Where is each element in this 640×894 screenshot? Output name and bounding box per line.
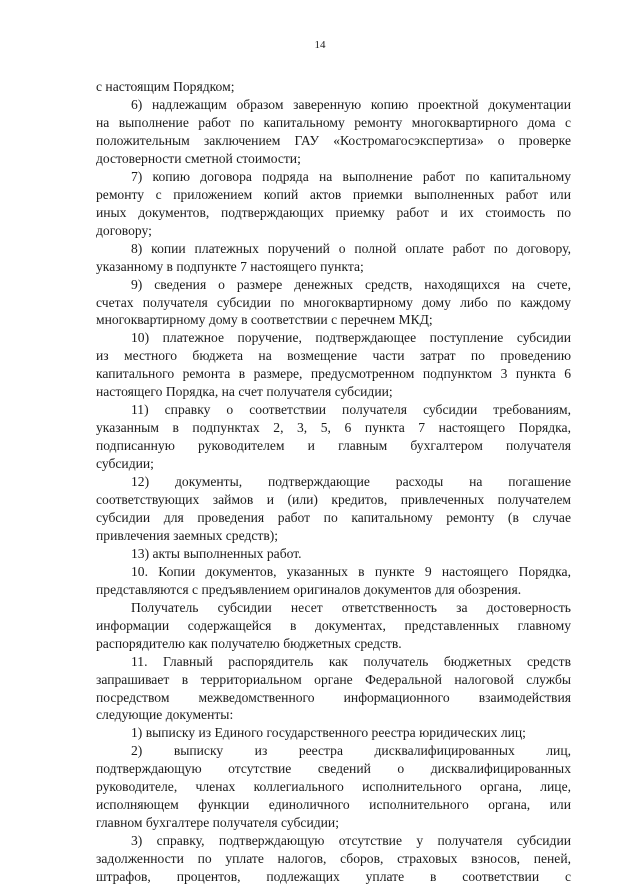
text-line: подписанную руководителем и главным бухгалтером получателя xyxy=(96,438,571,454)
text-line: Получатель субсидии несет ответственность за достоверность xyxy=(131,599,571,615)
text-line: 3) справку, подтверждающую отсутствие у получателя субсидии xyxy=(131,833,571,849)
text-line: посредством межведомственного информационного взаимодействия xyxy=(96,689,571,705)
text-line: главном бухгалтере получателя субсидии; xyxy=(96,815,339,831)
text-line: указанному в подпункте 7 настоящего пункта; xyxy=(96,258,364,274)
text-line: представляются с предъявлением оригиналов документов для обозрения. xyxy=(96,581,522,597)
text-line: 11) справку о соответствии получателя субсидии требованиям, xyxy=(131,402,571,418)
text-line: информации содержащейся в документах, представленных главному xyxy=(96,617,571,633)
page-number: 14 xyxy=(314,39,326,51)
text-line: распорядителю как получателю бюджетных средств. xyxy=(96,635,402,651)
text-line: иных документов, подтверждающих приемку работ и их стоимость по xyxy=(96,204,571,220)
text-line: ремонту с приложением копий актов приемки выполненных работ или xyxy=(96,186,571,202)
text-line: исполняющем функции единоличного исполнительного органа, или xyxy=(96,797,571,813)
text-line: 8) копии платежных поручений о полной оплате работ по договору, xyxy=(131,240,571,256)
text-line: субсидии; xyxy=(96,456,154,471)
text-line: соответствующих займов и (или) кредитов, привлеченных получателем xyxy=(96,492,571,507)
text-line: задолженности по уплате налогов, сборов, страховых взносов, пеней, xyxy=(96,851,571,866)
text-line: положительным заключением ГАУ «Костромагосэкспертиза» о проверке xyxy=(96,132,571,148)
text-line: 7) копию договора подряда на выполнение работ по капитальному xyxy=(131,168,571,184)
text-line: настоящего Порядка, на счет получателя субсидии; xyxy=(96,384,393,400)
text-line: 11. Главный распорядитель как получатель бюджетных средств xyxy=(131,653,571,669)
text-line: счетах получателя субсидии по многоквартирному дому либо по каждому xyxy=(96,294,571,310)
text-line: указанным в подпунктах 2, 3, 5, 6 пункта 7 настоящего Порядка, xyxy=(96,420,571,436)
text-line: субсидии для проведения работ по капитальному ремонту (в случае xyxy=(96,509,571,525)
text-line: 1) выписку из Единого государственного реестра юридических лиц; xyxy=(131,725,526,741)
text-line: следующие документы: xyxy=(96,707,234,723)
text-line: на выполнение работ по капитальному ремонту многоквартирного дома с xyxy=(96,114,571,130)
text-line: 6) надлежащим образом заверенную копию проектной документации xyxy=(131,97,571,112)
text-line: многоквартирному дому в соответствии с перечнем МКД; xyxy=(96,312,433,328)
text-line: с настоящим Порядком; xyxy=(96,79,235,94)
text-line: привлечения заемных средств); xyxy=(96,527,279,543)
text-line: 10) платежное поручение, подтверждающее поступление субсидии xyxy=(131,330,571,346)
text-line: из местного бюджета на возмещение части затрат по проведению xyxy=(96,348,571,364)
text-line: капитального ремонта в размере, предусмотренном подпунктом 3 пункта 6 xyxy=(96,366,571,382)
text-line: 13) акты выполненных работ. xyxy=(131,545,302,561)
text-line: запрашивает в территориальном органе Федеральной налоговой службы xyxy=(96,671,571,687)
text-line: 9) сведения о размере денежных средств, находящихся на счете, xyxy=(131,276,571,292)
text-line: руководителе, членах коллегиального исполнительного органа, лице, xyxy=(96,779,571,795)
text-line: штрафов, процентов, подлежащих уплате в соответствии с xyxy=(96,869,571,884)
text-line: 2) выписку из реестра дисквалифицированных лиц, xyxy=(131,743,571,759)
text-line: договору; xyxy=(96,222,152,238)
text-line: 12) документы, подтверждающие расходы на погашение xyxy=(131,474,571,489)
text-line: 10. Копии документов, указанных в пункте 9 настоящего Порядка, xyxy=(131,563,571,579)
text-line: достоверности сметной стоимости; xyxy=(96,150,301,166)
text-line: подтверждающую отсутствие сведений о дисквалифицированных xyxy=(96,761,571,777)
